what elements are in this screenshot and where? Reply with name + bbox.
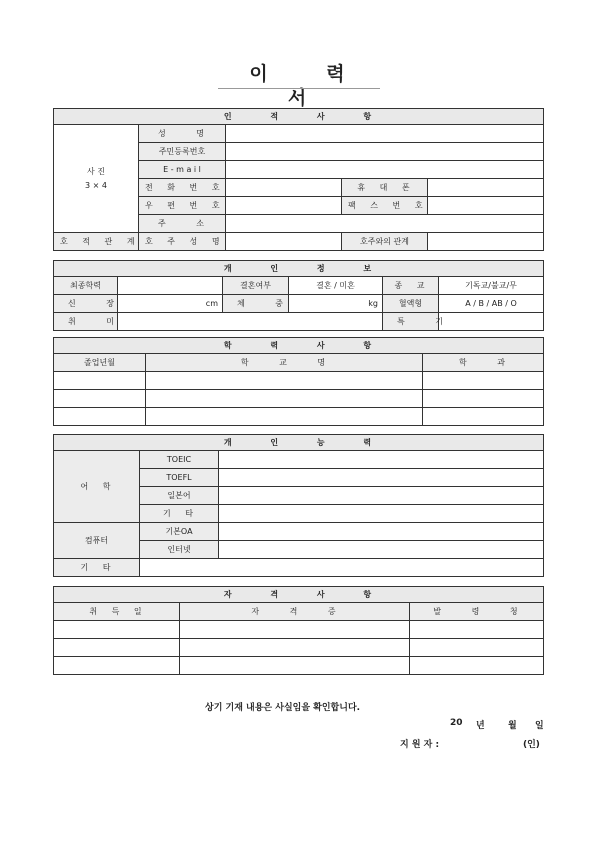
phone-label: 전 화 번 호 xyxy=(139,179,226,197)
col-certificate: 자 격 증 xyxy=(180,603,410,621)
academic-table xyxy=(53,337,544,426)
col-school-name: 학 교 명 xyxy=(146,354,423,372)
mobile-label: 휴 대 폰 xyxy=(342,179,428,197)
japanese-field[interactable] xyxy=(219,487,544,505)
other-field[interactable] xyxy=(140,559,544,577)
date-year-label: 년 xyxy=(476,721,485,731)
internet-field[interactable] xyxy=(219,541,544,559)
email-label: E - m a i l xyxy=(139,161,226,179)
personal-info-table xyxy=(53,108,544,251)
blood-field[interactable]: A / B / AB / O xyxy=(439,295,544,313)
family-label: 호 적 관 계 xyxy=(54,233,139,251)
fax-field[interactable] xyxy=(428,197,544,215)
date-month-label: 월 xyxy=(508,721,517,731)
oa-label: 기본OA xyxy=(140,523,219,541)
section-header-individual: 개 인 정 보 xyxy=(54,261,544,277)
head-relation-label: 호주와의 관계 xyxy=(342,233,428,251)
ability-table xyxy=(53,434,544,577)
section-header-academic: 학 력 사 항 xyxy=(54,338,544,354)
hobby-field[interactable] xyxy=(118,313,383,331)
name-label: 성 명 xyxy=(139,125,226,143)
photo-box[interactable] xyxy=(54,125,139,233)
postal-field[interactable] xyxy=(226,197,342,215)
head-name-field[interactable] xyxy=(226,233,342,251)
confirm-statement: 상기 기재 내용은 사실임을 확인합니다. xyxy=(205,703,361,713)
lang-other-label: 기 타 xyxy=(140,505,219,523)
date-year-prefix: 20 xyxy=(450,718,463,728)
language-label: 어 학 xyxy=(54,451,140,523)
email-field[interactable] xyxy=(226,161,544,179)
license-row xyxy=(54,621,544,639)
rrn-label: 주민등록번호 xyxy=(139,143,226,161)
license-table xyxy=(53,586,544,675)
license-row xyxy=(54,639,544,657)
internet-label: 인터넷 xyxy=(140,541,219,559)
address-label: 주 소 xyxy=(139,215,226,233)
photo-label: 사 진 xyxy=(87,166,105,176)
other-label: 기 타 xyxy=(54,559,140,577)
license-row xyxy=(54,657,544,675)
lang-other-field[interactable] xyxy=(219,505,544,523)
academic-row xyxy=(54,408,544,426)
marriage-field[interactable]: 결혼 / 미혼 xyxy=(289,277,383,295)
blood-label: 혈액형 xyxy=(383,295,439,313)
section-header-personal: 인 적 사 항 xyxy=(54,109,544,125)
japanese-label: 일본어 xyxy=(140,487,219,505)
weight-label: 체 중 xyxy=(223,295,289,313)
oa-field[interactable] xyxy=(219,523,544,541)
section-header-license: 자 격 사 항 xyxy=(54,587,544,603)
academic-row xyxy=(54,390,544,408)
specialty-label: 특 기 xyxy=(383,313,439,331)
col-acquired-date: 취 득 일 xyxy=(54,603,180,621)
height-label: 신 장 xyxy=(54,295,118,313)
education-field[interactable] xyxy=(118,277,223,295)
col-major: 학 과 xyxy=(423,354,544,372)
religion-label: 종 교 xyxy=(383,277,439,295)
toeic-field[interactable] xyxy=(219,451,544,469)
height-field[interactable]: cm xyxy=(118,295,223,313)
address-field[interactable] xyxy=(226,215,544,233)
phone-field[interactable] xyxy=(226,179,342,197)
mobile-field[interactable] xyxy=(428,179,544,197)
religion-field[interactable]: 기독교/불교/무 xyxy=(439,277,544,295)
date-day-label: 일 xyxy=(535,721,544,731)
col-grad-date: 졸업년월 xyxy=(54,354,146,372)
academic-row xyxy=(54,372,544,390)
photo-size: 3 × 4 xyxy=(85,180,107,190)
toefl-label: TOEFL xyxy=(140,469,219,487)
applicant-label: 지 원 자 : xyxy=(400,740,440,750)
name-field[interactable] xyxy=(226,125,544,143)
head-relation-field[interactable] xyxy=(428,233,544,251)
seal-label: (인) xyxy=(523,740,540,750)
education-label: 최종학력 xyxy=(54,277,118,295)
weight-field[interactable]: kg xyxy=(289,295,383,313)
rrn-field[interactable] xyxy=(226,143,544,161)
fax-label: 팩 스 번 호 xyxy=(342,197,428,215)
hobby-label: 취 미 xyxy=(54,313,118,331)
individual-info-table xyxy=(53,260,544,331)
col-issuer: 발 령 청 xyxy=(410,603,544,621)
head-name-label: 호 주 성 명 xyxy=(139,233,226,251)
section-header-ability: 개 인 능 력 xyxy=(54,435,544,451)
title-underline xyxy=(218,88,380,89)
toeic-label: TOEIC xyxy=(140,451,219,469)
toefl-field[interactable] xyxy=(219,469,544,487)
document-title: 이 력 서 xyxy=(249,63,371,109)
marriage-label: 결혼여부 xyxy=(223,277,289,295)
computer-label: 컴퓨터 xyxy=(54,523,140,559)
postal-label: 우 편 번 호 xyxy=(139,197,226,215)
